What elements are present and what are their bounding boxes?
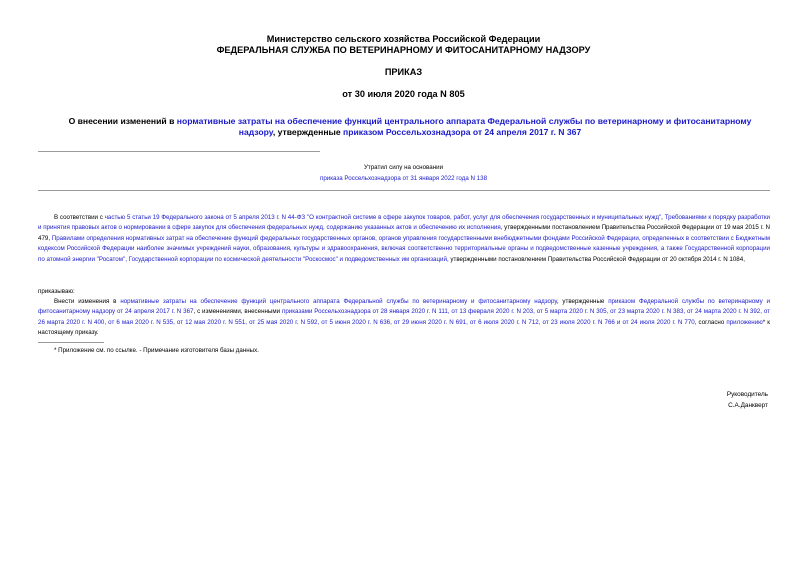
divider-top: [38, 151, 320, 152]
footnote: * Приложение см. по ссылке. - Примечание изготовителя базы данных.: [54, 347, 259, 354]
paragraph-basis: [38, 213, 770, 265]
title-link-order[interactable]: приказом Россельхознадзора от 24 апреля 2017 г. N 367: [343, 127, 582, 137]
paragraph-order: [38, 297, 770, 339]
ministry-heading: Министерство сельского хозяйства Российской Федерации: [266, 34, 541, 44]
p1-text-b: ,: [661, 214, 665, 221]
p2-link-norms[interactable]: нормативные затраты на обеспечение функций центрального аппарата Федеральной службы по ветеринарному и фитосанитарному надзору: [120, 298, 557, 305]
p1-text-d: , утвержденными постановлением Правительства Российской Федерации от 20 октября 2014 г. N 1084,: [446, 255, 745, 263]
divider-status: [38, 190, 770, 191]
title-prefix: О внесении изменений в: [68, 116, 177, 126]
date-number: от 30 июля 2020 года N 805: [342, 89, 465, 99]
status-line1: Утратил силу на основании: [363, 164, 444, 171]
order-word: приказываю:: [38, 288, 75, 295]
p1-link-rules[interactable]: Правилами определения нормативных затрат на обеспечение функций федеральных государственных органов, органов управления государственными внебюджетными фондами Российской Федерации, определенных в соответствии с Бюджетным кодексом Российской Федерации наиболее значимых учреждений науки, образования, культуры и здравоохранения, включая соответственно территориальные органы и подведомственные казенные учреждения, а также Государственной корпорации по атомной энергии "Росатом", Государственной корпорации по космической деятельности "Роскосмос" и подведомственных им организаций: [38, 234, 770, 263]
title-link-norms[interactable]: нормативные затраты на обеспечение функций центрального аппарата Федеральной службы по ветеринарному и фитосанитарному надзору: [176, 116, 752, 137]
signature-name: С.А.Данкверт: [728, 402, 768, 409]
document-title: [60, 116, 760, 138]
p2-text-c: , с изменениями, внесенными: [193, 308, 282, 316]
footnote-divider: [38, 342, 104, 343]
p2-text-d: , согласно: [694, 318, 727, 326]
p2-text-e: * к настоящему приказу.: [38, 318, 771, 337]
p2-link-order[interactable]: приказом Федеральной службы по ветеринарному и фитосанитарному надзору от 24 апреля 2017 г. N 367: [38, 298, 770, 316]
p1-link-law[interactable]: частью 5 статьи 19 Федерального закона от 5 апреля 2013 г. N 44-ФЗ "О контрактной системе в сфере закупок товаров, работ, услуг для обеспечения государственных и муниципальных нужд": [104, 214, 662, 221]
title-middle: , утвержденные: [272, 127, 344, 137]
p1-link-requirements[interactable]: Требованиями к порядку разработки и принятия правовых актов о нормировании в сфере закупок для обеспечения федеральных нужд, содержанию указанных актов и обеспечению их исполнения: [38, 214, 770, 232]
p2-text-a: Внести изменения в: [54, 298, 121, 305]
status-link[interactable]: приказа Россельхознадзора от 31 января 2022 года N 138: [319, 175, 488, 182]
p1-text-c: , утвержденными постановлением Правительства Российской Федерации от 19 мая 2015 г. N 479,: [38, 224, 771, 242]
doc-type-heading: ПРИКАЗ: [384, 67, 423, 77]
p2-link-amendments[interactable]: приказами Россельхознадзора от 28 января 2020 г. N 111, от 13 февраля 2020 г. N 203, от 5 марта 2020 г. N 305, от 23 марта 2020 г. N 383, от 24 марта 2020 г. N 392, от 26 марта 2020 г. N 400, от 6 мая 2020 г. N 535, от 12 мая 2020 г. N 551, от 25 мая 2020 г. N 592, от 5 июня 2020 г. N 636, от 29 июня 2020 г. N 691, от 6 июля 2020 г. N 712, от 23 июля 2020 г. N 766 и от 24 июля 2020 г. N 770: [38, 308, 770, 326]
signature-role: Руководитель: [726, 391, 768, 398]
p2-text-b: , утвержденные: [556, 298, 609, 305]
service-heading: ФЕДЕРАЛЬНАЯ СЛУЖБА ПО ВЕТЕРИНАРНОМУ И ФИТОСАНИТАРНОМУ НАДЗОРУ: [216, 45, 591, 55]
p1-text-a: В соответствии с: [54, 214, 105, 221]
p2-link-appendix[interactable]: приложению: [726, 318, 763, 326]
